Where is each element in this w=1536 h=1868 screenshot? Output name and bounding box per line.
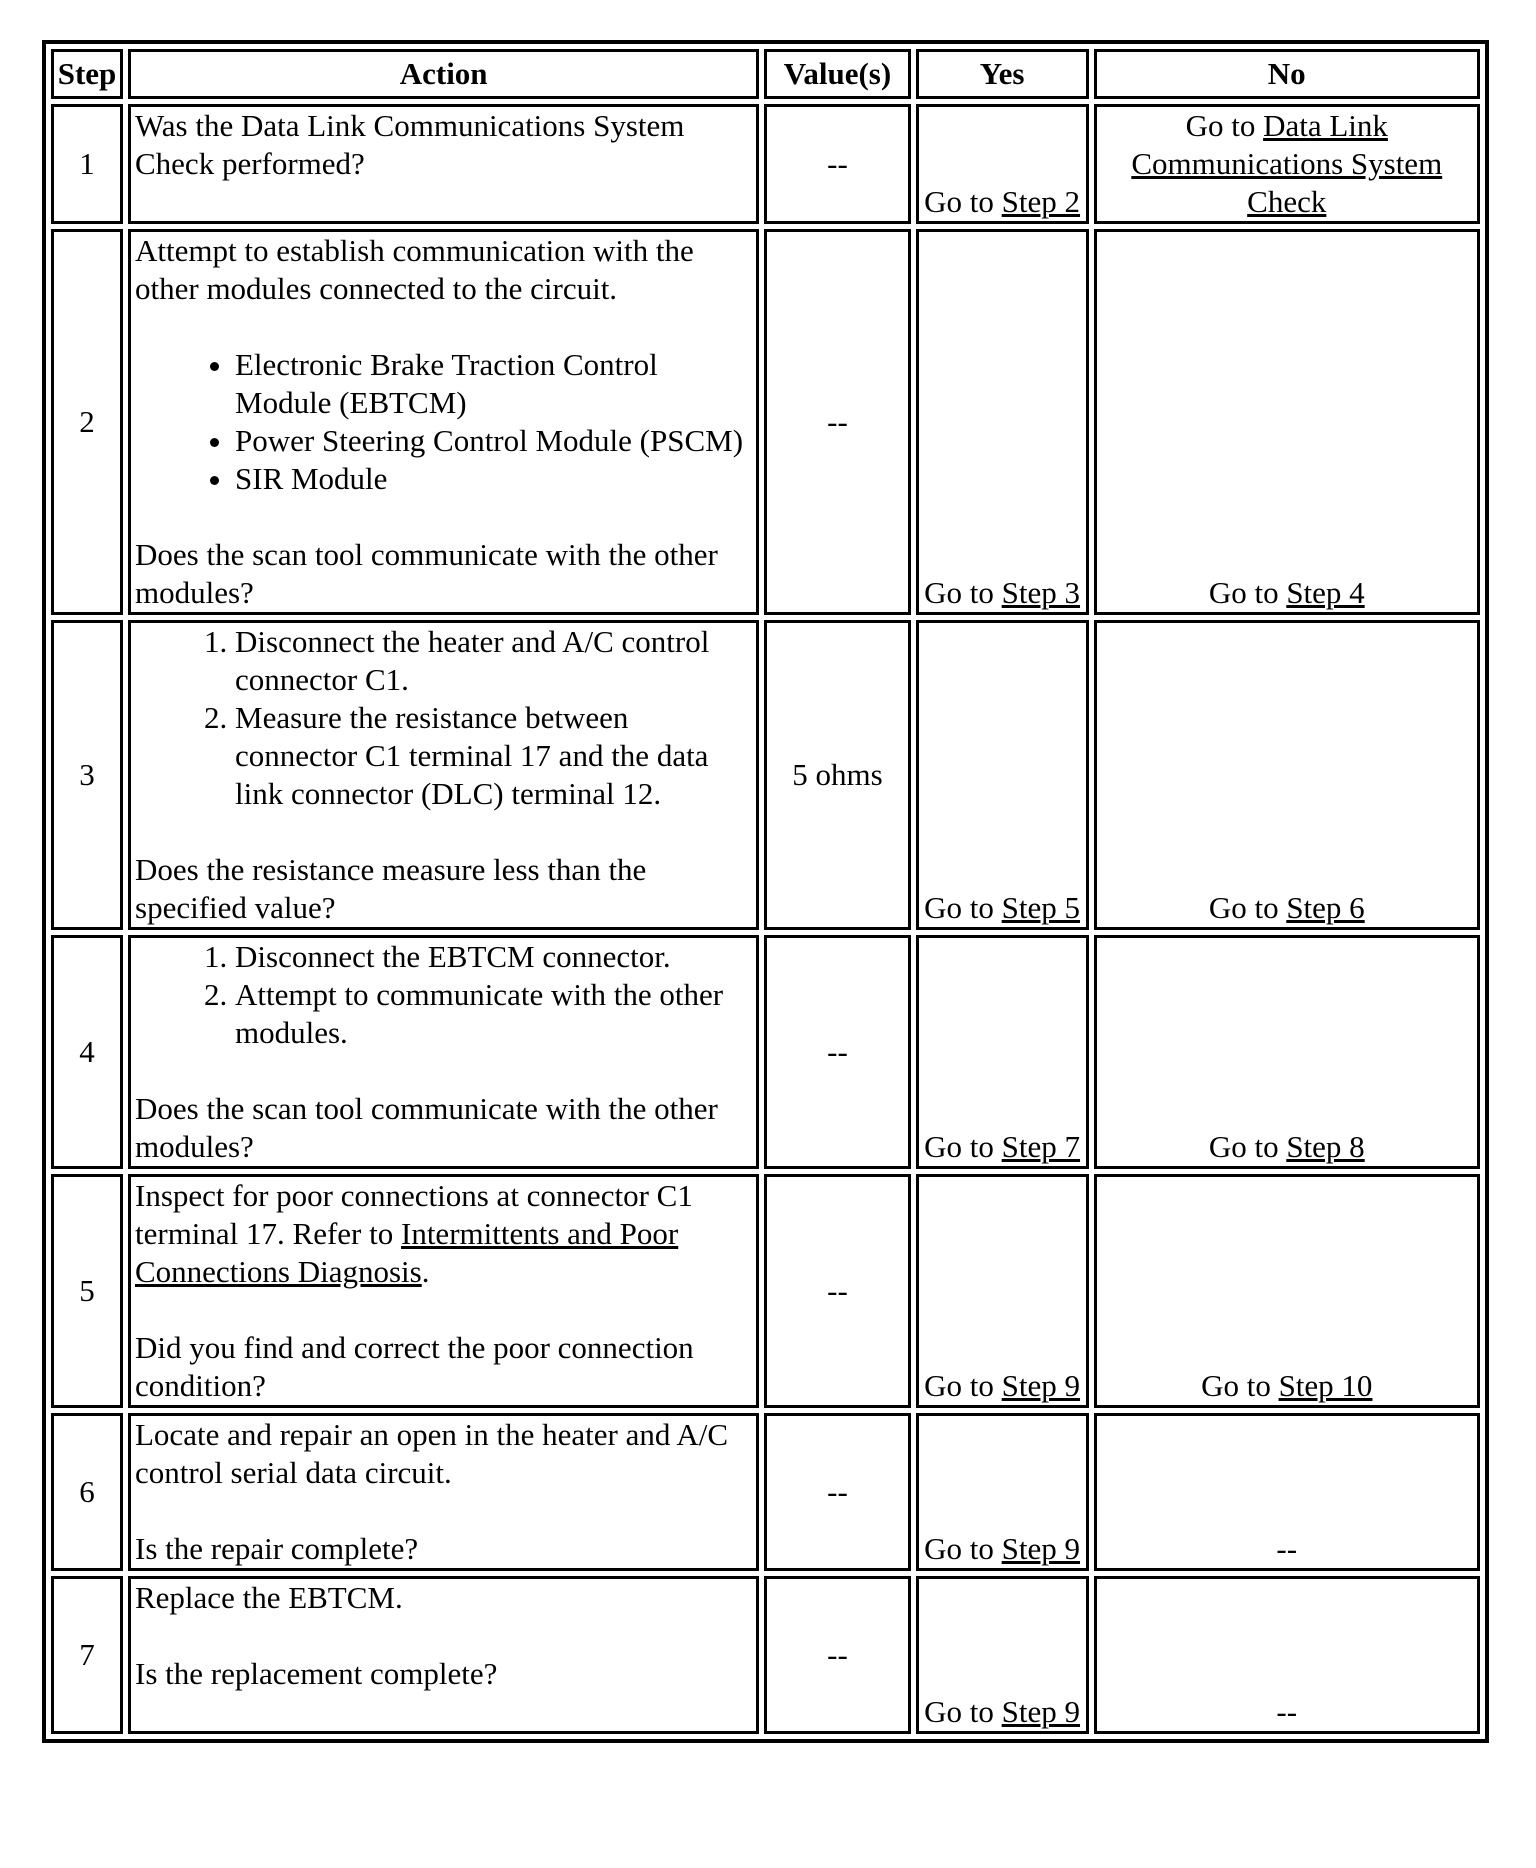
yes-cell [916, 229, 1089, 615]
no-cell [1094, 104, 1481, 224]
spacer [135, 1617, 752, 1655]
no-prefix: Go to [1201, 1368, 1279, 1403]
action-text: Replace the EBTCM. [135, 1580, 403, 1615]
diagnostic-table-container [42, 40, 1489, 1743]
no-cell [1094, 935, 1481, 1169]
header-values: Value(s) [764, 49, 910, 99]
no-prefix: Go to [1208, 575, 1287, 610]
table-row [51, 1576, 1480, 1734]
step-number: 6 [51, 1413, 123, 1571]
value-cell: -- [764, 1174, 910, 1408]
no-cell: -- [1094, 1576, 1481, 1734]
yes-link[interactable]: Step 3 [1001, 575, 1081, 610]
table-row [51, 935, 1480, 1169]
step-number: 5 [51, 1174, 123, 1408]
yes-prefix: Go to [924, 1694, 1002, 1729]
yes-cell [916, 1174, 1089, 1408]
yes-cell [916, 1576, 1089, 1734]
yes-prefix: Go to [924, 575, 1002, 610]
no-link[interactable]: Step 6 [1286, 890, 1365, 925]
yes-cell [916, 1413, 1089, 1571]
yes-prefix: Go to [924, 1368, 1002, 1403]
step-number: 7 [51, 1576, 123, 1734]
action-text-start: Inspect for poor connections at connector C1 terminal 17. Refer to [135, 1178, 693, 1251]
value-cell: 5 ohms [764, 620, 910, 930]
yes-cell [916, 935, 1089, 1169]
action-question: Does the scan tool communicate with the other modules? [135, 537, 718, 610]
yes-prefix: Go to [924, 1129, 1002, 1164]
value-cell: -- [764, 935, 910, 1169]
yes-cell [916, 104, 1089, 224]
table-header-row [51, 49, 1480, 99]
action-question: Did you find and correct the poor connection condition? [135, 1330, 694, 1403]
value-cell: -- [764, 229, 910, 615]
list-item: 1. Disconnect the heater and A/C control connector C1. [235, 623, 752, 699]
no-cell: -- [1094, 1413, 1481, 1571]
module-list [135, 346, 752, 498]
table-row [51, 1174, 1480, 1408]
no-cell [1094, 229, 1481, 615]
table-row [51, 1413, 1480, 1571]
action-question: Does the scan tool communicate with the other modules? [135, 1091, 718, 1164]
spacer [135, 1291, 752, 1329]
action-text: Attempt to establish communication with the other modules connected to the circuit. [135, 233, 694, 306]
yes-prefix: Go to [924, 184, 1002, 219]
yes-link[interactable]: Step 5 [1001, 890, 1081, 925]
spacer [135, 1492, 752, 1530]
step-number: 1 [51, 104, 123, 224]
table-row [51, 104, 1480, 224]
action-question: Is the replacement complete? [135, 1656, 498, 1691]
no-prefix: Go to [1208, 1129, 1287, 1164]
table-row [51, 229, 1480, 615]
yes-link[interactable]: Step 7 [1001, 1129, 1081, 1164]
list-item: • Power Steering Control Module (PSCM) [235, 422, 752, 460]
action-cell [128, 1576, 759, 1734]
action-question: Is the repair complete? [135, 1531, 419, 1566]
procedure-list [135, 938, 752, 1052]
header-no: No [1094, 49, 1481, 99]
no-cell [1094, 620, 1481, 930]
action-cell [128, 1413, 759, 1571]
action-text [135, 1177, 752, 1291]
action-question: Does the resistance measure less than the specified value? [135, 852, 647, 925]
yes-link[interactable]: Step 9 [1001, 1531, 1081, 1566]
action-text: Was the Data Link Communications System Check performed? [135, 108, 685, 181]
yes-link[interactable]: Step 9 [1001, 1368, 1081, 1403]
no-prefix: Go to [1185, 108, 1264, 143]
list-item: • SIR Module [235, 460, 752, 498]
step-number: 3 [51, 620, 123, 930]
header-action: Action [128, 49, 759, 99]
header-yes: Yes [916, 49, 1089, 99]
yes-prefix: Go to [924, 1531, 1002, 1566]
list-item: 2. Measure the resistance between connector C1 terminal 17 and the data link connector (DLC) terminal 12. [235, 699, 752, 813]
list-item: • Electronic Brake Traction Control Module (EBTCM) [235, 346, 752, 422]
action-cell [128, 620, 759, 930]
diagnostic-table [42, 40, 1489, 1743]
value-cell: -- [764, 1413, 910, 1571]
no-cell [1094, 1174, 1481, 1408]
procedure-list [135, 623, 752, 813]
no-link[interactable]: Step 8 [1286, 1129, 1365, 1164]
yes-link[interactable]: Step 2 [1001, 184, 1081, 219]
no-link[interactable]: Step 4 [1286, 575, 1365, 610]
reference-link[interactable]: Intermittents and Poor Connections Diagnosis [135, 1216, 679, 1289]
no-link[interactable]: Data Link Communications System Check [1131, 108, 1443, 219]
table-row [51, 620, 1480, 930]
no-prefix: Go to [1208, 890, 1287, 925]
value-cell: -- [764, 1576, 910, 1734]
list-item: 1. Disconnect the EBTCM connector. [235, 938, 752, 976]
list-item: 2. Attempt to communicate with the other modules. [235, 976, 752, 1052]
action-cell [128, 935, 759, 1169]
no-link[interactable]: Step 10 [1278, 1368, 1373, 1403]
header-step: Step [51, 49, 123, 99]
action-text-end: . [421, 1254, 430, 1289]
spacer [135, 1693, 752, 1731]
value-cell: -- [764, 104, 910, 224]
yes-link[interactable]: Step 9 [1001, 1694, 1081, 1729]
step-number: 2 [51, 229, 123, 615]
yes-cell [916, 620, 1089, 930]
action-cell [128, 104, 759, 224]
action-cell [128, 1174, 759, 1408]
action-cell [128, 229, 759, 615]
action-text: Locate and repair an open in the heater and A/C control serial data circuit. [135, 1417, 729, 1490]
yes-prefix: Go to [924, 890, 1002, 925]
step-number: 4 [51, 935, 123, 1169]
